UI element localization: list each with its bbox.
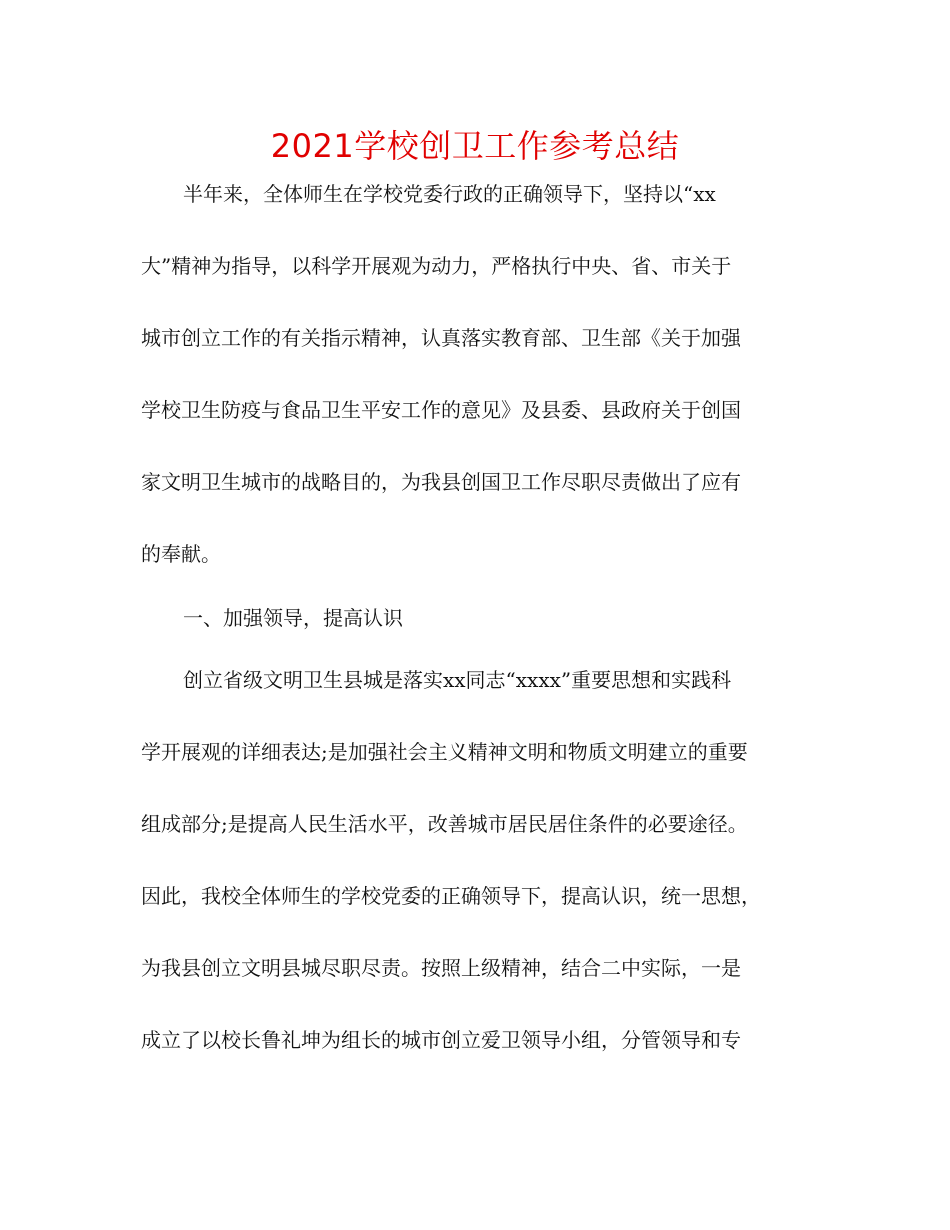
paragraph-line-9: 学开展观的详细表达;是加强社会主义精神文明和物质文明建立的重要 xyxy=(141,740,748,764)
paragraph-line-5: 家文明卫生城市的战略目的，为我县创国卫工作尽职尽责做出了应有 xyxy=(141,470,741,494)
paragraph-line-13: 成立了以校长鲁礼坤为组长的城市创立爱卫领导小组，分管领导和专 xyxy=(141,1028,741,1052)
paragraph-line-3: 城市创立工作的有关指示精神，认真落实教育部、卫生部《关于加强 xyxy=(141,326,741,350)
paragraph-line-4: 学校卫生防疫与食品卫生平安工作的意见》及县委、县政府关于创国 xyxy=(141,398,741,422)
paragraph-line-8: 创立省级文明卫生县城是落实xx同志“xxxx”重要思想和实践科 xyxy=(183,668,732,692)
paragraph-line-2: 大”精神为指导，以科学开展观为动力，严格执行中央、省、市关于 xyxy=(141,254,732,278)
document-title: 2021学校创卫工作参考总结 xyxy=(270,127,680,165)
paragraph-line-1: 半年来，全体师生在学校党委行政的正确领导下，坚持以“xx xyxy=(183,182,716,206)
section-heading: 一、加强领导，提高认识 xyxy=(183,606,403,630)
paragraph-line-10: 组成部分;是提高人民生活水平，改善城市居民居住条件的必要途径。 xyxy=(141,812,748,836)
paragraph-line-6: 的奉献。 xyxy=(141,542,221,566)
paragraph-line-11: 因此，我校全体师生的学校党委的正确领导下，提高认识，统一思想， xyxy=(141,884,761,908)
paragraph-line-12: 为我县创立文明县城尽职尽责。按照上级精神，结合二中实际，一是 xyxy=(141,956,741,980)
